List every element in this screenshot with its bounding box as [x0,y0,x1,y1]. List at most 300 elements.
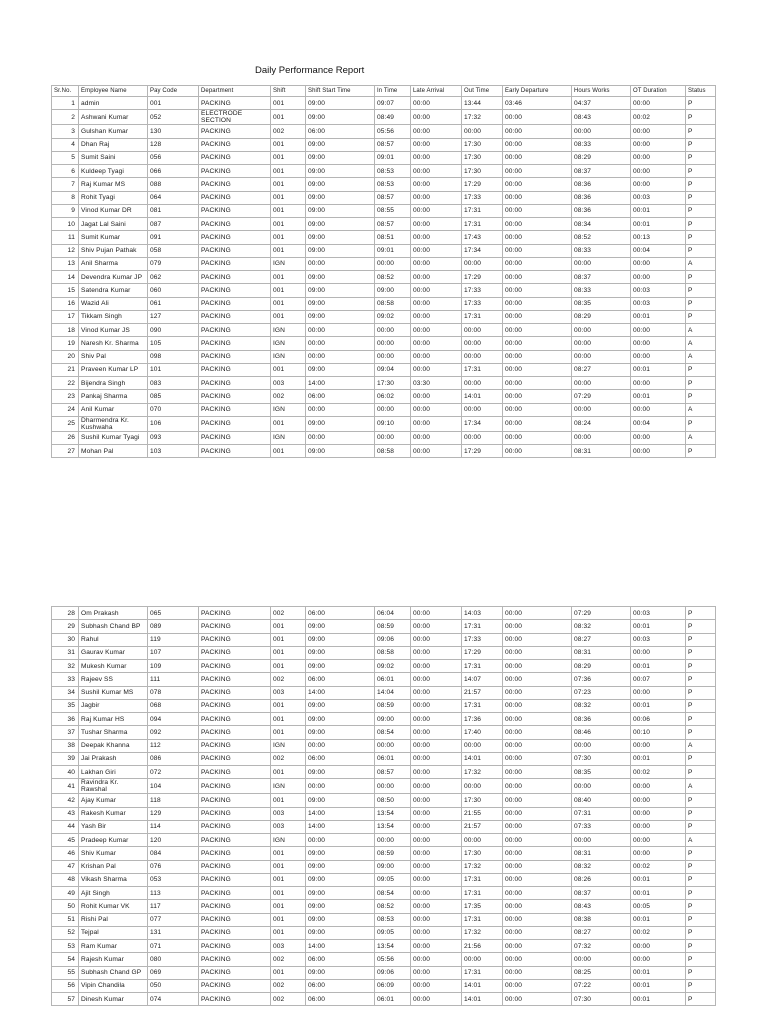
cell-status: P [686,607,716,620]
cell-hours-works: 08:36 [572,191,631,204]
cell-department: PACKING [199,324,271,337]
cell-pay-code: 109 [148,660,199,673]
cell-shift: 001 [271,847,306,860]
cell-pay-code: 056 [148,151,199,164]
cell-hours-works: 07:31 [572,807,631,820]
cell-employee-name: Wazid Ali [79,297,148,310]
cell-status: P [686,820,716,833]
cell-hours-works: 00:00 [572,834,631,847]
cell-department: PACKING [199,834,271,847]
cell-late-arrival: 00:00 [411,713,462,726]
cell-status: P [686,178,716,191]
cell-early-departure: 00:00 [503,350,572,363]
cell-pay-code: 129 [148,807,199,820]
cell-shift-start-time: 09:00 [306,620,375,633]
table-row [52,97,716,110]
cell-status: P [686,218,716,231]
cell-pay-code: 001 [148,97,199,110]
table-row [52,191,716,204]
cell-shift: 002 [271,125,306,138]
cell-early-departure: 00:00 [503,979,572,992]
cell-department: PACKING [199,151,271,164]
cell-early-departure: 00:00 [503,204,572,217]
cell-employee-name: Shiv Kumar [79,847,148,860]
cell-ot-duration: 00:01 [631,873,686,886]
cell-hours-works: 08:43 [572,110,631,125]
cell-department: PACKING [199,673,271,686]
cell-sr-no: 52 [52,926,79,939]
cell-early-departure: 00:00 [503,646,572,659]
table-row [52,900,716,913]
cell-employee-name: Rohit Tyagi [79,191,148,204]
cell-shift: 003 [271,940,306,953]
cell-status: A [686,324,716,337]
cell-shift: 001 [271,363,306,376]
cell-department: PACKING [199,966,271,979]
cell-employee-name: Tejpal [79,926,148,939]
cell-early-departure: 00:00 [503,834,572,847]
cell-late-arrival: 00:00 [411,310,462,323]
cell-sr-no: 28 [52,607,79,620]
cell-status: P [686,979,716,992]
cell-late-arrival: 00:00 [411,337,462,350]
cell-department: PACKING [199,350,271,363]
cell-shift-start-time: 09:00 [306,847,375,860]
table-row [52,673,716,686]
cell-early-departure: 00:00 [503,178,572,191]
cell-ot-duration: 00:01 [631,620,686,633]
cell-in-time: 06:02 [375,390,411,403]
cell-pay-code: 052 [148,110,199,125]
cell-shift: 001 [271,218,306,231]
cell-shift-start-time: 09:00 [306,713,375,726]
cell-early-departure: 00:00 [503,807,572,820]
cell-hours-works: 08:24 [572,416,631,431]
cell-shift-start-time: 14:00 [306,377,375,390]
cell-late-arrival: 00:00 [411,860,462,873]
table-row [52,284,716,297]
table-row [52,847,716,860]
cell-status: P [686,445,716,458]
cell-employee-name: Sushil Kumar MS [79,686,148,699]
cell-pay-code: 112 [148,739,199,752]
table-row [52,926,716,939]
cell-shift-start-time: 09:00 [306,900,375,913]
cell-status: P [686,633,716,646]
cell-hours-works: 07:30 [572,752,631,765]
cell-sr-no: 26 [52,431,79,444]
cell-out-time: 14:01 [462,390,503,403]
cell-ot-duration: 00:02 [631,860,686,873]
table-row [52,752,716,765]
cell-in-time: 00:00 [375,431,411,444]
cell-shift-start-time: 14:00 [306,820,375,833]
cell-sr-no: 49 [52,887,79,900]
cell-out-time: 17:34 [462,244,503,257]
cell-status: P [686,165,716,178]
cell-out-time: 17:43 [462,231,503,244]
cell-early-departure: 00:00 [503,607,572,620]
cell-shift-start-time: 00:00 [306,337,375,350]
cell-hours-works: 08:34 [572,218,631,231]
cell-in-time: 08:50 [375,794,411,807]
cell-out-time: 21:56 [462,940,503,953]
cell-out-time: 14:01 [462,752,503,765]
cell-employee-name: Raj Kumar MS [79,178,148,191]
cell-pay-code: 072 [148,766,199,779]
cell-hours-works: 08:40 [572,794,631,807]
cell-shift: 001 [271,699,306,712]
attendance-table-page-2 [51,606,716,1006]
cell-employee-name: Ashwani Kumar [79,110,148,125]
cell-late-arrival: 00:00 [411,726,462,739]
cell-shift-start-time: 09:00 [306,926,375,939]
cell-pay-code: 091 [148,231,199,244]
cell-late-arrival: 00:00 [411,297,462,310]
cell-in-time: 05:56 [375,953,411,966]
cell-shift-start-time: 06:00 [306,979,375,992]
cell-in-time: 14:04 [375,686,411,699]
cell-ot-duration: 00:02 [631,766,686,779]
cell-early-departure: 00:00 [503,752,572,765]
cell-out-time: 17:34 [462,416,503,431]
cell-sr-no: 15 [52,284,79,297]
cell-in-time: 08:57 [375,218,411,231]
cell-late-arrival: 00:00 [411,204,462,217]
cell-shift-start-time: 09:00 [306,284,375,297]
cell-early-departure: 00:00 [503,284,572,297]
cell-shift: IGN [271,431,306,444]
cell-hours-works: 00:00 [572,257,631,270]
cell-pay-code: 088 [148,178,199,191]
cell-department: PACKING [199,993,271,1006]
cell-hours-works: 08:26 [572,873,631,886]
cell-employee-name: Ajay Kumar [79,794,148,807]
table-row [52,271,716,284]
table-row [52,940,716,953]
cell-status: A [686,337,716,350]
col-header-shift: Shift [271,86,306,97]
table-row [52,993,716,1006]
cell-department: PACKING [199,218,271,231]
cell-hours-works: 08:37 [572,271,631,284]
cell-out-time: 17:30 [462,165,503,178]
table-row [52,953,716,966]
cell-hours-works: 00:00 [572,953,631,966]
cell-early-departure: 00:00 [503,231,572,244]
cell-early-departure: 00:00 [503,873,572,886]
cell-shift: 001 [271,646,306,659]
cell-early-departure: 00:00 [503,165,572,178]
cell-sr-no: 48 [52,873,79,886]
cell-status: P [686,125,716,138]
cell-sr-no: 37 [52,726,79,739]
cell-status: P [686,940,716,953]
cell-employee-name: Naresh Kr. Sharma [79,337,148,350]
cell-pay-code: 078 [148,686,199,699]
table-row [52,178,716,191]
cell-ot-duration: 00:00 [631,739,686,752]
cell-shift-start-time: 09:00 [306,633,375,646]
cell-status: P [686,807,716,820]
cell-employee-name: Jagbir [79,699,148,712]
cell-shift-start-time: 09:00 [306,271,375,284]
cell-sr-no: 1 [52,97,79,110]
cell-early-departure: 00:00 [503,966,572,979]
cell-in-time: 00:00 [375,350,411,363]
table-row [52,151,716,164]
cell-employee-name: Om Prakash [79,607,148,620]
cell-out-time: 17:30 [462,794,503,807]
cell-late-arrival: 00:00 [411,900,462,913]
cell-pay-code: 127 [148,310,199,323]
cell-sr-no: 36 [52,713,79,726]
cell-sr-no: 23 [52,390,79,403]
cell-shift: IGN [271,350,306,363]
cell-ot-duration: 00:00 [631,165,686,178]
cell-pay-code: 114 [148,820,199,833]
cell-shift-start-time: 00:00 [306,257,375,270]
cell-shift: 001 [271,416,306,431]
cell-late-arrival: 00:00 [411,151,462,164]
cell-ot-duration: 00:01 [631,218,686,231]
cell-pay-code: 092 [148,726,199,739]
cell-shift: 002 [271,390,306,403]
table-row [52,873,716,886]
cell-department: PACKING [199,726,271,739]
cell-late-arrival: 03:30 [411,377,462,390]
cell-employee-name: Yash Bir [79,820,148,833]
cell-employee-name: Rajeev SS [79,673,148,686]
cell-shift-start-time: 00:00 [306,324,375,337]
table-row [52,686,716,699]
cell-sr-no: 39 [52,752,79,765]
cell-ot-duration: 00:03 [631,191,686,204]
cell-hours-works: 08:36 [572,178,631,191]
table-row [52,390,716,403]
cell-sr-no: 40 [52,766,79,779]
cell-ot-duration: 00:03 [631,633,686,646]
cell-employee-name: Vinod Kumar JS [79,324,148,337]
cell-late-arrival: 00:00 [411,445,462,458]
cell-in-time: 06:01 [375,752,411,765]
cell-shift-start-time: 09:00 [306,445,375,458]
cell-shift-start-time: 09:00 [306,138,375,151]
cell-shift: 001 [271,204,306,217]
cell-pay-code: 086 [148,752,199,765]
cell-employee-name: Pradeep Kumar [79,834,148,847]
cell-department: PACKING [199,445,271,458]
cell-shift: 001 [271,620,306,633]
cell-sr-no: 14 [52,271,79,284]
cell-hours-works: 08:38 [572,913,631,926]
cell-sr-no: 18 [52,324,79,337]
table-row [52,310,716,323]
cell-hours-works: 08:36 [572,713,631,726]
cell-hours-works: 07:29 [572,390,631,403]
cell-pay-code: 083 [148,377,199,390]
cell-department: PACKING [199,257,271,270]
cell-shift-start-time: 09:00 [306,363,375,376]
cell-early-departure: 00:00 [503,431,572,444]
cell-status: P [686,660,716,673]
cell-ot-duration: 00:01 [631,913,686,926]
cell-shift-start-time: 09:00 [306,913,375,926]
cell-early-departure: 00:00 [503,926,572,939]
cell-shift-start-time: 09:00 [306,178,375,191]
cell-out-time: 00:00 [462,257,503,270]
cell-status: P [686,766,716,779]
cell-employee-name: Praveen Kumar LP [79,363,148,376]
cell-employee-name: Rishi Pal [79,913,148,926]
cell-pay-code: 060 [148,284,199,297]
cell-out-time: 14:01 [462,979,503,992]
cell-status: P [686,713,716,726]
cell-shift-start-time: 09:00 [306,218,375,231]
cell-pay-code: 068 [148,699,199,712]
cell-pay-code: 098 [148,350,199,363]
cell-status: P [686,204,716,217]
cell-ot-duration: 00:00 [631,794,686,807]
table-row [52,660,716,673]
cell-department: ELECTRODE SECTION [199,110,271,125]
cell-shift-start-time: 00:00 [306,739,375,752]
cell-ot-duration: 00:01 [631,979,686,992]
cell-status: P [686,390,716,403]
cell-ot-duration: 00:00 [631,807,686,820]
cell-early-departure: 00:00 [503,218,572,231]
cell-status: P [686,191,716,204]
cell-ot-duration: 00:00 [631,847,686,860]
table-row [52,416,716,431]
cell-late-arrival: 00:00 [411,993,462,1006]
cell-late-arrival: 00:00 [411,257,462,270]
cell-hours-works: 08:31 [572,847,631,860]
cell-status: P [686,686,716,699]
cell-department: PACKING [199,660,271,673]
table-row [52,110,716,125]
cell-pay-code: 101 [148,363,199,376]
cell-employee-name: Dinesh Kumar [79,993,148,1006]
cell-early-departure: 00:00 [503,940,572,953]
col-header-shift-start-time: Shift Start Time [306,86,375,97]
cell-ot-duration: 00:00 [631,178,686,191]
cell-status: P [686,297,716,310]
cell-status: P [686,363,716,376]
cell-in-time: 09:01 [375,151,411,164]
cell-out-time: 21:57 [462,686,503,699]
cell-shift-start-time: 06:00 [306,993,375,1006]
cell-early-departure: 00:00 [503,297,572,310]
cell-shift-start-time: 09:00 [306,699,375,712]
table-row [52,204,716,217]
cell-sr-no: 8 [52,191,79,204]
cell-sr-no: 51 [52,913,79,926]
cell-ot-duration: 00:01 [631,752,686,765]
cell-ot-duration: 00:01 [631,310,686,323]
cell-employee-name: Ram Kumar [79,940,148,953]
cell-pay-code: 053 [148,873,199,886]
cell-sr-no: 3 [52,125,79,138]
cell-employee-name: Dharmendra Kr. Kushwaha [79,416,148,431]
cell-department: PACKING [199,607,271,620]
cell-hours-works: 07:22 [572,979,631,992]
cell-in-time: 08:55 [375,204,411,217]
cell-employee-name: Devendra Kumar JP [79,271,148,284]
cell-ot-duration: 00:00 [631,940,686,953]
cell-out-time: 00:00 [462,834,503,847]
cell-sr-no: 21 [52,363,79,376]
cell-shift: 001 [271,633,306,646]
cell-hours-works: 08:27 [572,633,631,646]
cell-shift: 001 [271,913,306,926]
cell-department: PACKING [199,940,271,953]
cell-sr-no: 54 [52,953,79,966]
cell-employee-name: Sumit Kumar [79,231,148,244]
cell-department: PACKING [199,887,271,900]
cell-shift-start-time: 00:00 [306,834,375,847]
cell-status: P [686,873,716,886]
cell-out-time: 17:31 [462,660,503,673]
cell-hours-works: 08:35 [572,766,631,779]
cell-employee-name: Ajit Singh [79,887,148,900]
cell-pay-code: 120 [148,834,199,847]
cell-early-departure: 00:00 [503,377,572,390]
cell-employee-name: Rajesh Kumar [79,953,148,966]
cell-out-time: 17:31 [462,310,503,323]
table-row [52,820,716,833]
cell-shift-start-time: 09:00 [306,873,375,886]
cell-employee-name: Rahul [79,633,148,646]
cell-department: PACKING [199,953,271,966]
cell-shift: 003 [271,377,306,390]
cell-department: PACKING [199,363,271,376]
cell-late-arrival: 00:00 [411,191,462,204]
cell-department: PACKING [199,244,271,257]
cell-out-time: 17:31 [462,218,503,231]
cell-late-arrival: 00:00 [411,110,462,125]
cell-hours-works: 07:32 [572,940,631,953]
col-header-in-time: In Time [375,86,411,97]
cell-late-arrival: 00:00 [411,363,462,376]
table-row [52,979,716,992]
cell-ot-duration: 00:00 [631,686,686,699]
cell-employee-name: Rakesh Kumar [79,807,148,820]
cell-in-time: 00:00 [375,337,411,350]
cell-shift-start-time: 06:00 [306,125,375,138]
cell-hours-works: 08:33 [572,244,631,257]
cell-sr-no: 41 [52,779,79,794]
cell-department: PACKING [199,178,271,191]
cell-status: P [686,620,716,633]
col-header-ot-duration: OT Duration [631,86,686,97]
cell-early-departure: 00:00 [503,416,572,431]
cell-department: PACKING [199,337,271,350]
cell-ot-duration: 00:00 [631,403,686,416]
cell-early-departure: 00:00 [503,633,572,646]
table-row [52,713,716,726]
cell-out-time: 17:32 [462,860,503,873]
cell-late-arrival: 00:00 [411,752,462,765]
cell-sr-no: 16 [52,297,79,310]
cell-out-time: 17:29 [462,178,503,191]
cell-early-departure: 00:00 [503,993,572,1006]
cell-in-time: 06:01 [375,673,411,686]
cell-ot-duration: 00:01 [631,993,686,1006]
cell-late-arrival: 00:00 [411,834,462,847]
cell-ot-duration: 00:03 [631,297,686,310]
cell-shift: 001 [271,244,306,257]
